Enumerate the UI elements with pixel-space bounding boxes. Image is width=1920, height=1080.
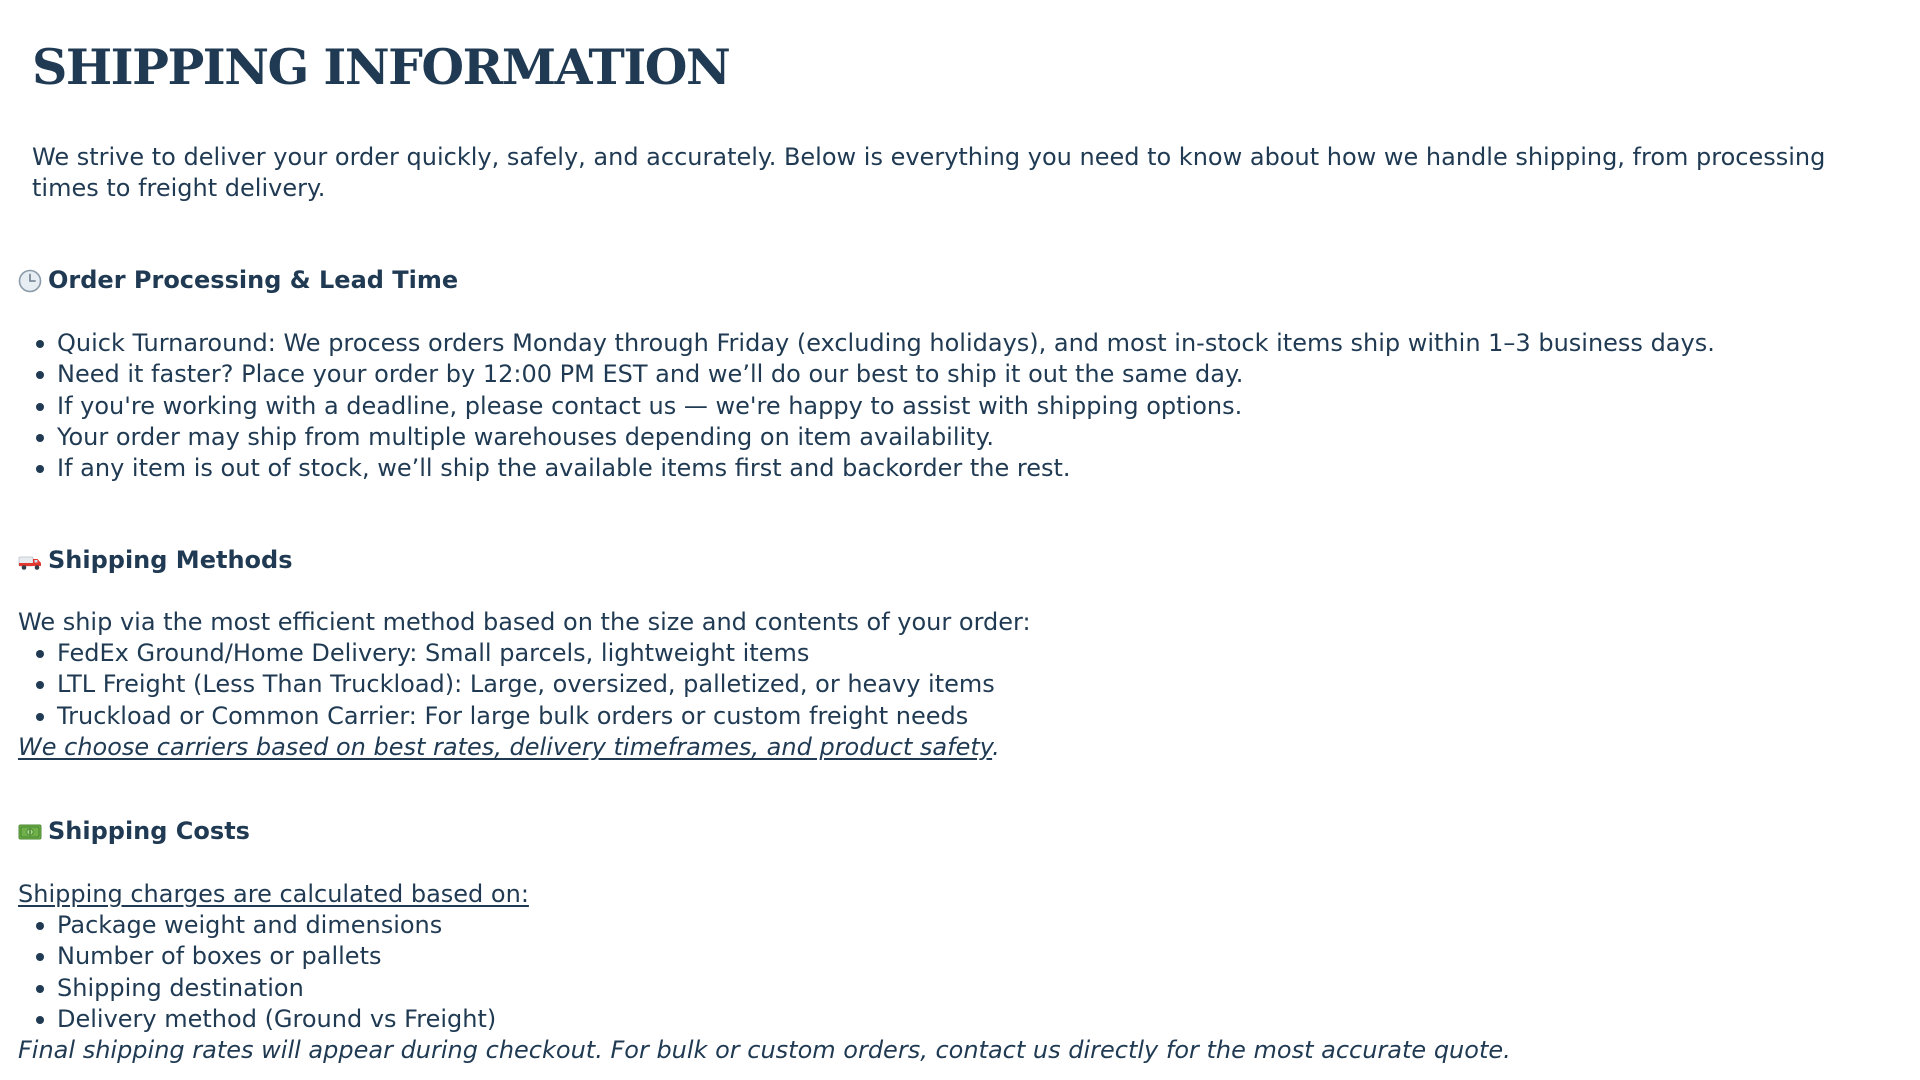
list-item: Need it faster? Place your order by 12:00 PM EST and we’ll do our best to ship it out the same day. — [18, 359, 1715, 390]
costs-note: Final shipping rates will appear during checkout. For bulk or custom orders, contact us directly for the most accurate quote. — [18, 1036, 1511, 1064]
list-item: If you're working with a deadline, please contact us — we're happy to assist with shipping options. — [18, 391, 1715, 422]
page-title: SHIPPING INFORMATION — [32, 38, 730, 96]
intro-paragraph: We strive to deliver your order quickly, safely, and accurately. Below is everything you need to know about how we handle shipping, from processing times to freight delivery. — [32, 143, 1826, 202]
methods-lead: We ship via the most efficient method based on the size and contents of your order: — [18, 608, 1031, 636]
list-item: Your order may ship from multiple warehouses depending on item availability. — [18, 422, 1715, 453]
methods-note-underlined: We choose carriers based on best rates, delivery timeframes, and product safety — [18, 733, 993, 761]
section-heading-label: Shipping Costs — [48, 817, 250, 845]
list-item: If any item is out of stock, we’ll ship the available items first and backorder the rest. — [18, 453, 1715, 484]
list-item: Truckload or Common Carrier: For large bulk orders or custom freight needs — [18, 701, 995, 732]
list-item: Package weight and dimensions — [18, 910, 496, 941]
list-item: Shipping destination — [18, 973, 496, 1004]
processing-list — [18, 328, 1715, 484]
delivery-truck-icon — [18, 549, 42, 573]
methods-note — [18, 732, 1000, 763]
section-heading-methods — [18, 545, 292, 576]
costs-lead: Shipping charges are calculated based on: — [18, 880, 529, 908]
section-heading-processing — [18, 265, 458, 296]
list-item: Quick Turnaround: We process orders Monday through Friday (excluding holidays), and most in-stock items ship within 1–3 business days. — [18, 328, 1715, 359]
list-item: Number of boxes or pallets — [18, 941, 496, 972]
section-heading-costs — [18, 816, 250, 847]
methods-list — [18, 638, 995, 732]
section-heading-label: Shipping Methods — [48, 546, 293, 574]
clock-icon — [18, 269, 42, 293]
costs-list — [18, 910, 496, 1035]
money-icon — [18, 820, 42, 844]
list-item: FedEx Ground/Home Delivery: Small parcels, lightweight items — [18, 638, 995, 669]
list-item: LTL Freight (Less Than Truckload): Large, oversized, palletized, or heavy items — [18, 669, 995, 700]
methods-note-end: . — [992, 733, 1000, 761]
section-heading-label: Order Processing & Lead Time — [48, 266, 459, 294]
list-item: Delivery method (Ground vs Freight) — [18, 1004, 496, 1035]
